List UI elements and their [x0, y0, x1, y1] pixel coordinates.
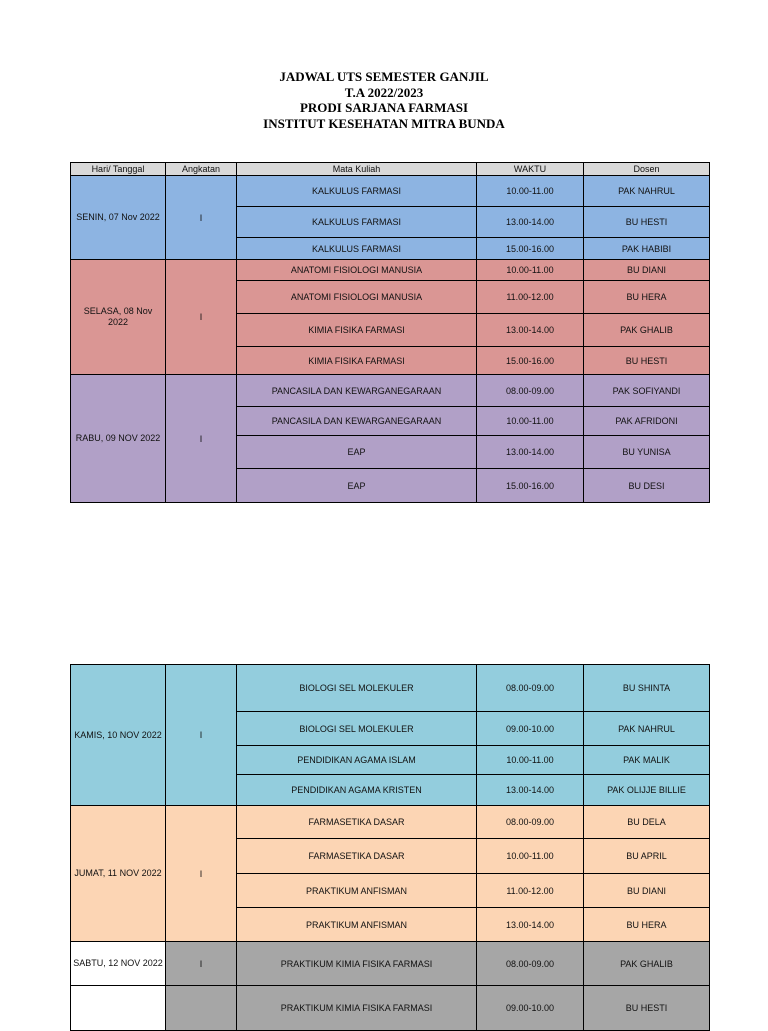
- waktu-cell: 13.00-14.00: [477, 436, 584, 469]
- waktu-cell: 13.00-14.00: [477, 775, 584, 806]
- matkul-cell: FARMASETIKA DASAR: [237, 839, 477, 874]
- matkul-cell: KALKULUS FARMASI: [237, 207, 477, 238]
- waktu-cell: 10.00-11.00: [477, 839, 584, 874]
- day-cell: SENIN, 07 Nov 2022: [71, 176, 166, 260]
- waktu-cell: 08.00-09.00: [477, 942, 584, 986]
- matkul-cell: PRAKTIKUM ANFISMAN: [237, 874, 477, 908]
- dosen-cell: BU HESTI: [584, 986, 710, 1031]
- dosen-cell: PAK NAHRUL: [584, 176, 710, 207]
- dosen-cell: PAK MALIK: [584, 746, 710, 775]
- header-matkul: Mata Kuliah: [237, 163, 477, 176]
- matkul-cell: EAP: [237, 436, 477, 469]
- matkul-cell: ANATOMI FISIOLOGI MANUSIA: [237, 281, 477, 314]
- schedule-table-1: [70, 162, 710, 503]
- table-row: [71, 176, 710, 207]
- dosen-cell: PAK NAHRUL: [584, 712, 710, 746]
- waktu-cell: 15.00-16.00: [477, 469, 584, 503]
- waktu-cell: 08.00-09.00: [477, 665, 584, 712]
- dosen-cell: PAK GHALIB: [584, 314, 710, 347]
- matkul-cell: PANCASILA DAN KEWARGANEGARAAN: [237, 375, 477, 407]
- title-line-3: PRODI SARJANA FARMASI: [299, 100, 469, 115]
- waktu-cell: 09.00-10.00: [477, 986, 584, 1031]
- dosen-cell: BU HESTI: [584, 347, 710, 375]
- dosen-cell: BU YUNISA: [584, 436, 710, 469]
- waktu-cell: 11.00-12.00: [477, 281, 584, 314]
- waktu-cell: 15.00-16.00: [477, 347, 584, 375]
- waktu-cell: 08.00-09.00: [477, 375, 584, 407]
- day-cell: SELASA, 08 Nov 2022: [71, 260, 166, 375]
- header-dosen: Dosen: [584, 163, 710, 176]
- dosen-cell: BU APRIL: [584, 839, 710, 874]
- dosen-cell: PAK AFRIDONI: [584, 407, 710, 436]
- angkatan-cell: I: [166, 942, 237, 986]
- waktu-cell: 13.00-14.00: [477, 908, 584, 942]
- waktu-cell: 15.00-16.00: [477, 238, 584, 260]
- dosen-cell: PAK GHALIB: [584, 942, 710, 986]
- dosen-cell: BU HESTI: [584, 207, 710, 238]
- angkatan-cell: I: [166, 806, 237, 942]
- matkul-cell: KALKULUS FARMASI: [237, 176, 477, 207]
- schedule-table-2: [70, 664, 710, 1031]
- table-row: [71, 375, 710, 407]
- title-line-2: T.A 2022/2023: [344, 84, 424, 100]
- matkul-cell: PANCASILA DAN KEWARGANEGARAAN: [237, 407, 477, 436]
- dosen-cell: PAK OLIJJE BILLIE: [584, 775, 710, 806]
- matkul-cell: BIOLOGI SEL MOLEKULER: [237, 665, 477, 712]
- matkul-cell: FARMASETIKA DASAR: [237, 806, 477, 839]
- day-cell: SABTU, 12 NOV 2022: [71, 942, 166, 986]
- matkul-cell: PRAKTIKUM ANFISMAN: [237, 908, 477, 942]
- waktu-cell: 10.00-11.00: [477, 260, 584, 281]
- waktu-cell: 10.00-11.00: [477, 746, 584, 775]
- matkul-cell: BIOLOGI SEL MOLEKULER: [237, 712, 477, 746]
- matkul-cell: EAP: [237, 469, 477, 503]
- day-cell: JUMAT, 11 NOV 2022: [71, 806, 166, 942]
- waktu-cell: 13.00-14.00: [477, 314, 584, 347]
- dosen-cell: BU DIANI: [584, 874, 710, 908]
- day-cell: RABU, 09 NOV 2022: [71, 375, 166, 503]
- waktu-cell: 10.00-11.00: [477, 407, 584, 436]
- waktu-cell: 10.00-11.00: [477, 176, 584, 207]
- angkatan-cell: I: [166, 375, 237, 503]
- dosen-cell: BU DIANI: [584, 260, 710, 281]
- table-row: [71, 942, 710, 986]
- title-line-4: INSTITUT KESEHATAN MITRA BUNDA: [263, 115, 505, 131]
- dosen-cell: PAK SOFIYANDI: [584, 375, 710, 407]
- table-row: [71, 665, 710, 712]
- waktu-cell: 11.00-12.00: [477, 874, 584, 908]
- matkul-cell: PRAKTIKUM KIMIA FISIKA FARMASI: [237, 986, 477, 1031]
- angkatan-cell: I: [166, 260, 237, 375]
- matkul-cell: KIMIA FISIKA FARMASI: [237, 314, 477, 347]
- dosen-cell: PAK HABIBI: [584, 238, 710, 260]
- dosen-cell: BU DESI: [584, 469, 710, 503]
- dosen-cell: BU HERA: [584, 281, 710, 314]
- matkul-cell: PENDIDIKAN AGAMA ISLAM: [237, 746, 477, 775]
- matkul-cell: KIMIA FISIKA FARMASI: [237, 347, 477, 375]
- matkul-cell: PRAKTIKUM KIMIA FISIKA FARMASI: [237, 942, 477, 986]
- waktu-cell: 08.00-09.00: [477, 806, 584, 839]
- dosen-cell: BU SHINTA: [584, 665, 710, 712]
- table-row: [71, 806, 710, 839]
- header-row: [71, 163, 710, 176]
- dosen-cell: BU DELA: [584, 806, 710, 839]
- waktu-cell: 13.00-14.00: [477, 207, 584, 238]
- day-cell: KAMIS, 10 NOV 2022: [71, 665, 166, 806]
- angkatan-cell: I: [166, 176, 237, 260]
- table-row: [71, 260, 710, 281]
- header-angkatan: Angkatan: [166, 163, 237, 176]
- waktu-cell: 09.00-10.00: [477, 712, 584, 746]
- matkul-cell: KALKULUS FARMASI: [237, 238, 477, 260]
- header-waktu: WAKTU: [477, 163, 584, 176]
- angkatan-cell: I: [166, 665, 237, 806]
- header-day: Hari/ Tanggal: [71, 163, 166, 176]
- matkul-cell: PENDIDIKAN AGAMA KRISTEN: [237, 775, 477, 806]
- document-title: [0, 69, 768, 131]
- dosen-cell: BU HERA: [584, 908, 710, 942]
- matkul-cell: ANATOMI FISIOLOGI MANUSIA: [237, 260, 477, 281]
- title-line-1: JADWAL UTS SEMESTER GANJIL: [279, 69, 489, 84]
